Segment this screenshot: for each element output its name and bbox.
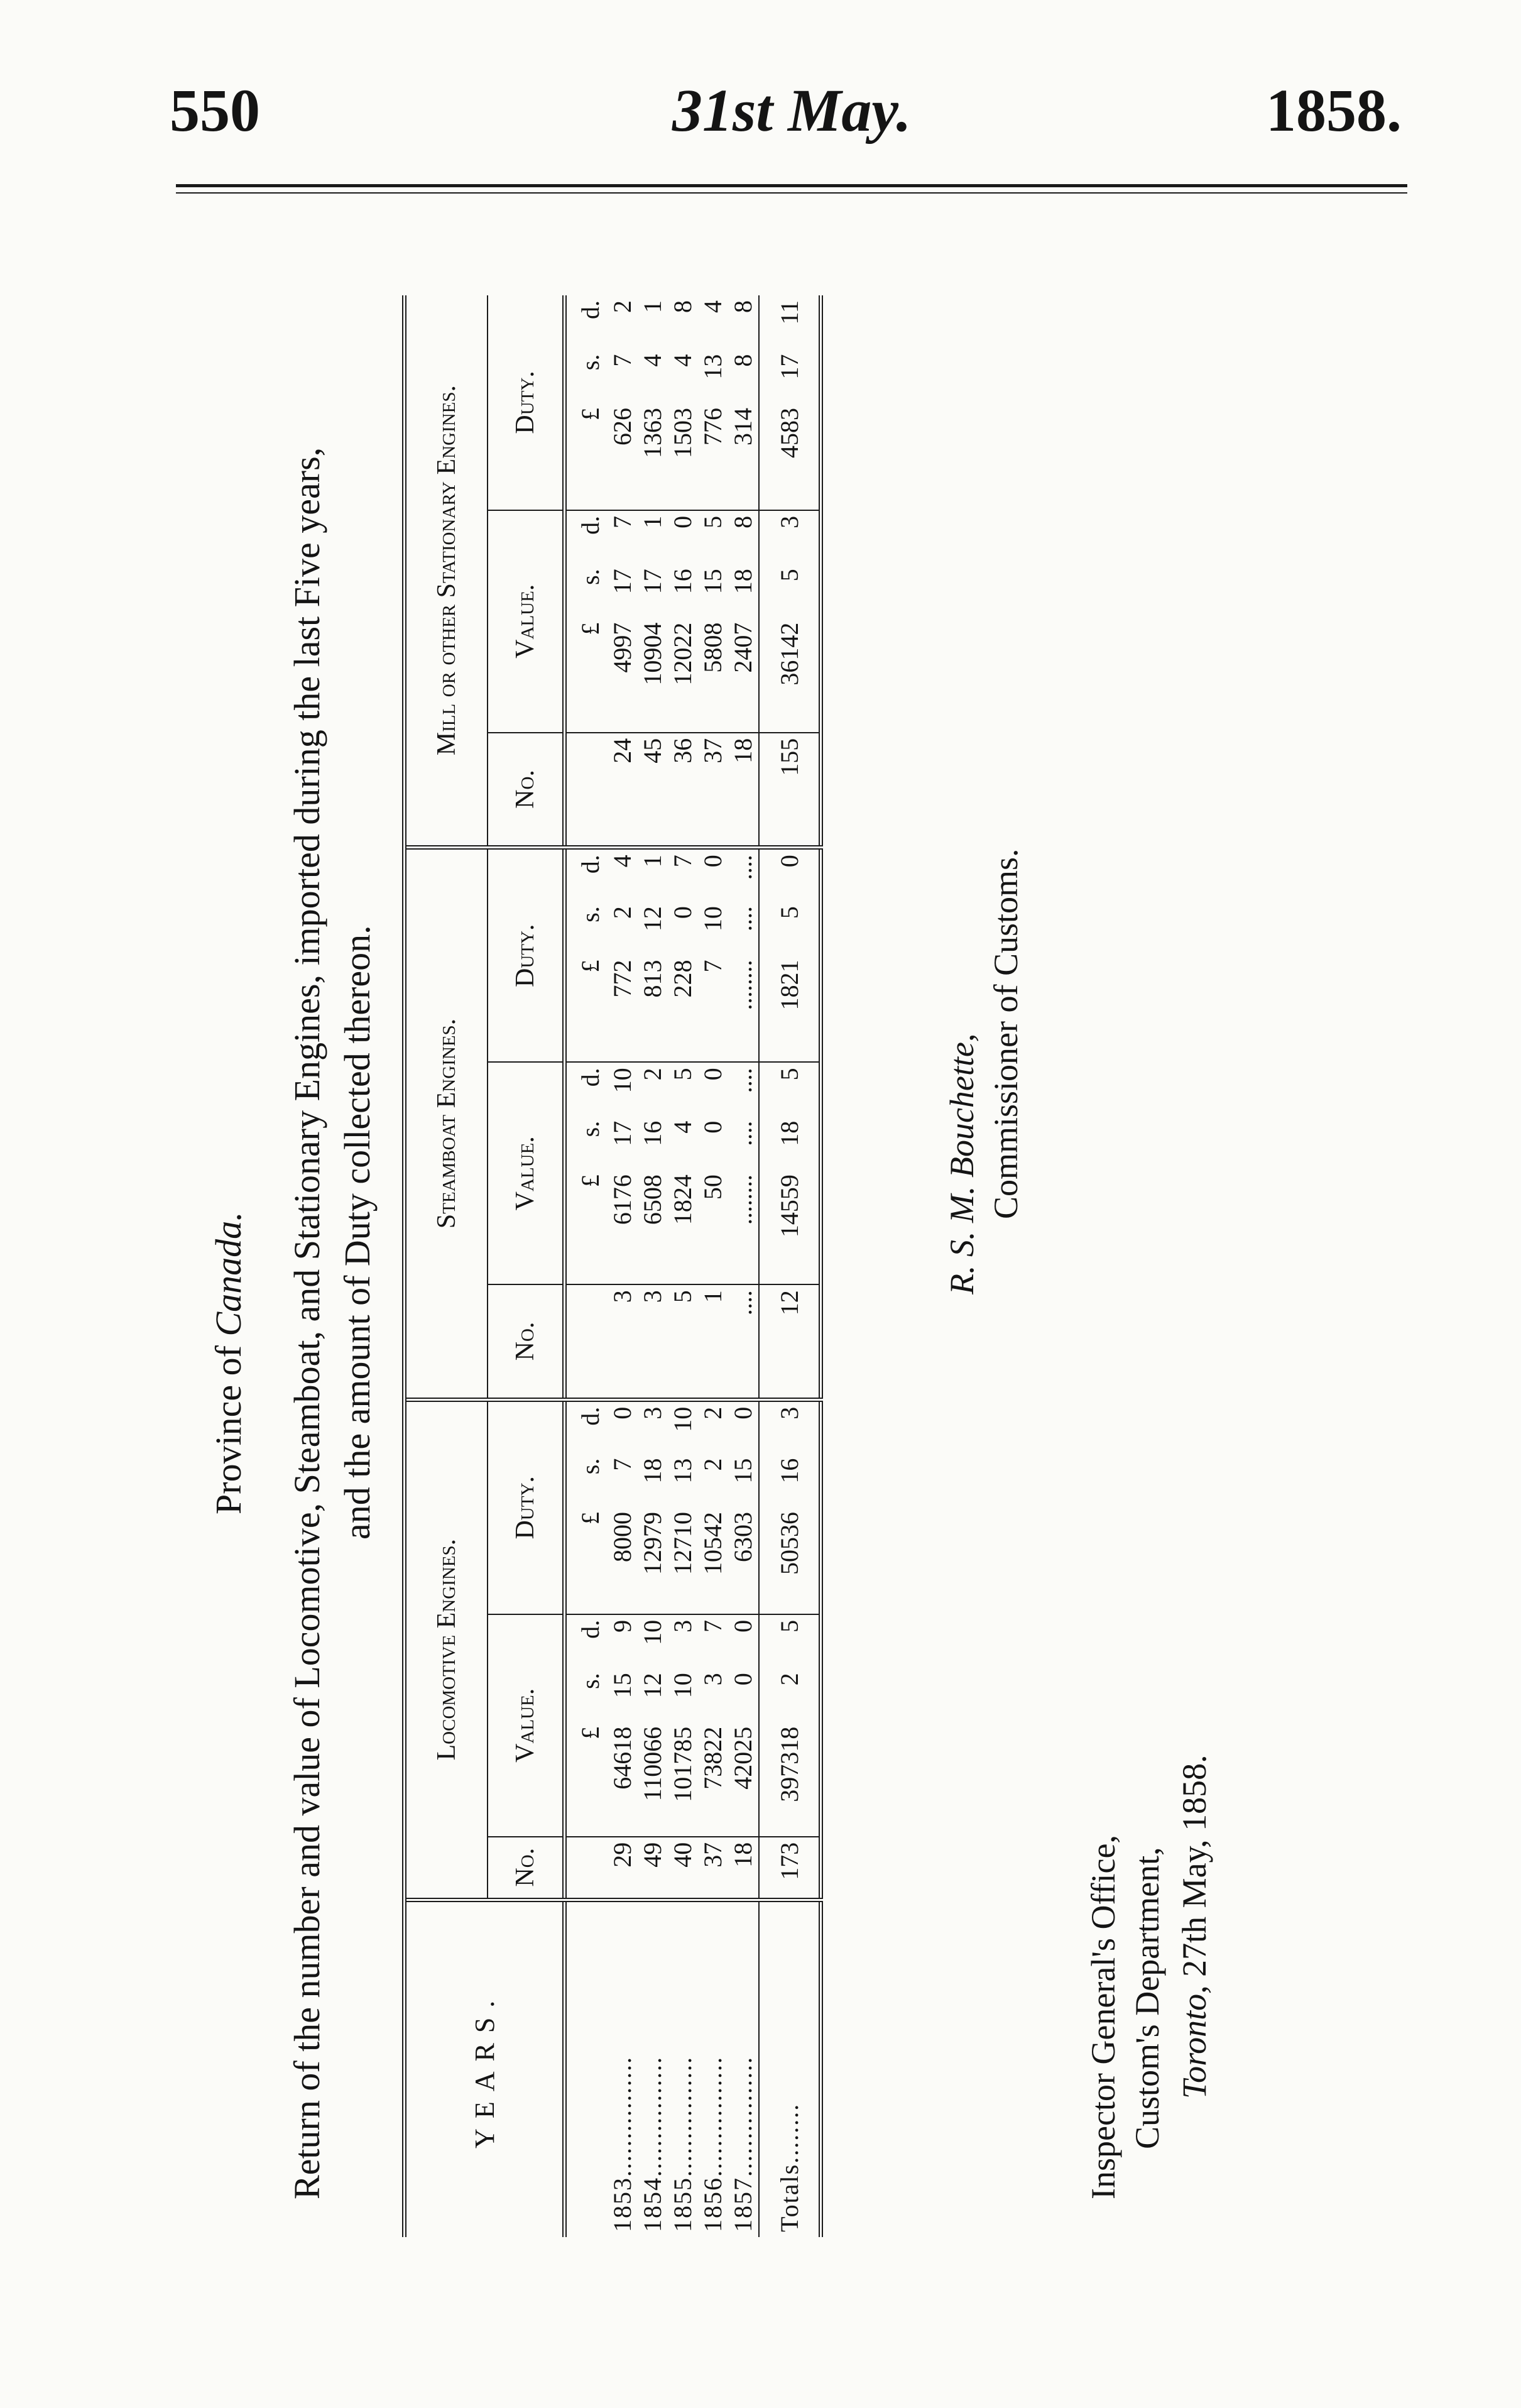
mill-duty-pence-cell: 8 xyxy=(729,300,757,313)
mill-pence-cell: 8 xyxy=(729,515,757,528)
office-line-2: Custom's Department, xyxy=(1128,1847,1166,2149)
mill-pounds-cell: 4997 xyxy=(608,618,638,733)
mill-duty-header: Duty. xyxy=(488,295,565,510)
steamboat-header: Steamboat Engines. xyxy=(405,848,488,1400)
loco-pounds-cell: 42025 xyxy=(728,1722,759,1837)
steam-duty-shillings-cell: 2 xyxy=(608,906,636,919)
steam-duty-pence-cell: .... xyxy=(729,855,757,880)
steam-no-cell: 1 xyxy=(698,1284,728,1399)
loco-shillings-cell: 10 xyxy=(668,1673,697,1699)
unit-shillings: s. xyxy=(576,1673,604,1689)
loco-value-header: Value. xyxy=(488,1614,565,1837)
unit-pence: d. xyxy=(576,300,604,319)
steam-duty-header: Duty. xyxy=(488,848,565,1063)
steam-duty-pence-cell: 1 xyxy=(638,855,667,868)
table-row xyxy=(668,295,698,2237)
loco-pence-cell: 10 xyxy=(638,1619,667,1645)
steam-pounds-cell: 50 xyxy=(698,1169,728,1284)
steam-pence-cell: .... xyxy=(729,1068,757,1093)
total-steam-shillings: 18 xyxy=(759,1116,821,1169)
mill-no-cell: 18 xyxy=(728,733,759,848)
mill-shillings-cell: 18 xyxy=(729,569,757,594)
office-date: 27th May, 1858. xyxy=(1175,1754,1213,1977)
mill-pence-cell: 5 xyxy=(699,515,727,528)
total-steam-duty-pounds: 1821 xyxy=(759,955,821,1063)
unit-shillings: s. xyxy=(576,906,604,922)
total-mill-duty-pounds: 4583 xyxy=(759,403,821,510)
row-year: 1853................ xyxy=(608,2056,636,2232)
loco-duty-shillings-cell: 18 xyxy=(638,1458,667,1484)
total-loco-duty-shillings: 16 xyxy=(759,1453,821,1507)
total-steam-pounds: 14559 xyxy=(759,1169,821,1284)
loco-duty-shillings-cell: 13 xyxy=(668,1458,697,1484)
loco-duty-header: Duty. xyxy=(488,1399,565,1614)
province-heading xyxy=(207,1212,249,1514)
total-loco-pounds: 397318 xyxy=(759,1722,821,1837)
steam-duty-pounds-cell: 7 xyxy=(698,955,728,1063)
page-date: 31st May. xyxy=(672,77,912,144)
total-mill-duty-pence: 11 xyxy=(759,295,821,349)
stationary-header: Mill or other Stationary Engines. xyxy=(405,295,488,848)
loco-shillings-cell: 0 xyxy=(729,1673,757,1686)
steam-no-cell: 3 xyxy=(638,1284,668,1399)
engines-table xyxy=(402,295,823,2237)
rotated-content xyxy=(113,214,1464,2250)
steam-pence-cell: 2 xyxy=(638,1068,667,1081)
unit-pounds: £ xyxy=(565,1169,608,1284)
loco-pounds-cell: 110066 xyxy=(638,1722,668,1837)
steam-duty-pence-cell: 0 xyxy=(699,855,727,868)
mill-no-cell: 36 xyxy=(668,733,698,848)
mill-duty-pounds-cell: 626 xyxy=(608,403,638,510)
loco-shillings-cell: 12 xyxy=(638,1673,667,1699)
steam-duty-pence-cell: 7 xyxy=(668,855,697,868)
total-mill-pounds: 36142 xyxy=(759,618,821,733)
steam-duty-pounds-cell: 228 xyxy=(668,955,698,1063)
loco-duty-pounds-cell: 6303 xyxy=(728,1507,759,1614)
loco-shillings-cell: 15 xyxy=(608,1673,636,1699)
loco-pounds-cell: 64618 xyxy=(608,1722,638,1837)
mill-no-cell: 24 xyxy=(608,733,638,848)
mill-no-cell: 37 xyxy=(698,733,728,848)
table-row xyxy=(638,295,668,2237)
total-steam-pence: 5 xyxy=(759,1062,821,1115)
steam-pounds-cell: 6508 xyxy=(638,1169,668,1284)
steam-duty-shillings-cell: .... xyxy=(729,906,757,932)
steam-shillings-cell: 16 xyxy=(638,1120,667,1146)
unit-pounds: £ xyxy=(565,955,608,1063)
province-name: Canada. xyxy=(208,1212,249,1337)
mill-duty-shillings-cell: 8 xyxy=(729,354,757,367)
page-number: 550 xyxy=(170,77,260,144)
row-year: 1856................ xyxy=(699,2056,727,2232)
office-line-3 xyxy=(1175,1754,1214,2099)
loco-duty-pence-cell: 3 xyxy=(638,1406,667,1420)
unit-shillings: s. xyxy=(576,1120,604,1137)
unit-pence: d. xyxy=(576,855,604,874)
steam-pence-cell: 5 xyxy=(668,1068,697,1081)
table-row xyxy=(698,295,728,2237)
total-steam-duty-pence: 0 xyxy=(759,848,821,901)
row-year: 1854................ xyxy=(638,2056,667,2232)
table-body xyxy=(608,295,759,2237)
total-loco-no: 173 xyxy=(759,1837,821,1900)
loco-duty-shillings-cell: 7 xyxy=(608,1458,636,1471)
mill-duty-pounds-cell: 314 xyxy=(728,403,759,510)
mill-no-cell: 45 xyxy=(638,733,668,848)
loco-pounds-cell: 73822 xyxy=(698,1722,728,1837)
office-place: Toronto, xyxy=(1175,1985,1213,2099)
mill-duty-shillings-cell: 4 xyxy=(668,354,697,367)
loco-no-header: No. xyxy=(488,1837,565,1900)
mill-duty-pounds-cell: 1363 xyxy=(638,403,668,510)
loco-duty-pounds-cell: 8000 xyxy=(608,1507,638,1614)
steam-duty-shillings-cell: 10 xyxy=(699,906,727,932)
loco-pence-cell: 7 xyxy=(699,1619,727,1633)
unit-pounds: £ xyxy=(565,1722,608,1837)
mill-duty-shillings-cell: 4 xyxy=(638,354,667,367)
steam-duty-shillings-cell: 12 xyxy=(638,906,667,932)
unit-pence: d. xyxy=(576,1406,604,1426)
row-year: 1855................ xyxy=(668,2056,697,2232)
steam-pounds-cell: ........ xyxy=(728,1169,759,1284)
total-loco-duty-pounds: 50536 xyxy=(759,1507,821,1614)
unit-shillings: s. xyxy=(576,354,604,371)
mill-pounds-cell: 2407 xyxy=(728,618,759,733)
steam-pence-cell: 10 xyxy=(608,1068,636,1093)
mill-duty-pounds-cell: 1503 xyxy=(668,403,698,510)
total-mill-no: 155 xyxy=(759,733,821,848)
title-line-1: Return of the number and value of Locomotive, Steamboat, and Stationary Engines, imported during the last Five years, xyxy=(286,447,327,2199)
unit-pence: d. xyxy=(576,1068,604,1087)
mill-pounds-cell: 12022 xyxy=(668,618,698,733)
loco-duty-pence-cell: 0 xyxy=(608,1406,636,1420)
mill-shillings-cell: 16 xyxy=(668,569,697,594)
loco-duty-pounds-cell: 12710 xyxy=(668,1507,698,1614)
locomotive-header: Locomotive Engines. xyxy=(405,1399,488,1900)
mill-duty-pence-cell: 2 xyxy=(608,300,636,313)
mill-duty-shillings-cell: 7 xyxy=(608,354,636,367)
loco-no-cell: 40 xyxy=(668,1837,698,1900)
loco-pounds-cell: 101785 xyxy=(668,1722,698,1837)
office-line-1: Inspector General's Office, xyxy=(1084,1835,1122,2199)
mill-duty-pence-cell: 4 xyxy=(699,300,727,313)
unit-pence: d. xyxy=(576,1619,604,1639)
loco-duty-pence-cell: 10 xyxy=(668,1406,697,1432)
signature-name: R. S. M. Bouchette, xyxy=(943,1033,981,1294)
total-steam-no: 12 xyxy=(759,1284,821,1399)
mill-duty-pence-cell: 1 xyxy=(638,300,667,313)
mill-pence-cell: 7 xyxy=(608,515,636,528)
mill-shillings-cell: 17 xyxy=(638,569,667,594)
table-row xyxy=(608,295,638,2237)
steam-no-cell: 5 xyxy=(668,1284,698,1399)
total-mill-duty-shillings: 17 xyxy=(759,349,821,403)
total-loco-shillings: 2 xyxy=(759,1668,821,1721)
header-rule xyxy=(176,184,1407,187)
loco-pence-cell: 0 xyxy=(729,1619,757,1633)
loco-duty-shillings-cell: 15 xyxy=(729,1458,757,1484)
total-mill-pence: 3 xyxy=(759,510,821,564)
unit-pounds: £ xyxy=(565,618,608,733)
steam-pounds-cell: 1824 xyxy=(668,1169,698,1284)
mill-shillings-cell: 15 xyxy=(699,569,727,594)
unit-pounds: £ xyxy=(565,1507,608,1614)
mill-pounds-cell: 5808 xyxy=(698,618,728,733)
unit-pounds: £ xyxy=(565,403,608,510)
steam-no-cell: 3 xyxy=(608,1284,638,1399)
mill-shillings-cell: 17 xyxy=(608,569,636,594)
table-row xyxy=(728,295,759,2237)
total-mill-shillings: 5 xyxy=(759,564,821,617)
title-line-2: and the amount of Duty collected thereon. xyxy=(337,925,378,1540)
province-prefix: Province of xyxy=(208,1345,249,1514)
mill-pence-cell: 0 xyxy=(668,515,697,528)
steam-no-header: No. xyxy=(488,1284,565,1399)
mill-duty-pence-cell: 8 xyxy=(668,300,697,313)
steam-duty-shillings-cell: 0 xyxy=(668,906,697,919)
loco-duty-pounds-cell: 10542 xyxy=(698,1507,728,1614)
steam-shillings-cell: 0 xyxy=(699,1120,727,1134)
loco-no-cell: 29 xyxy=(608,1837,638,1900)
steam-shillings-cell: 4 xyxy=(668,1120,697,1134)
loco-no-cell: 18 xyxy=(728,1837,759,1900)
steam-value-header: Value. xyxy=(488,1062,565,1284)
loco-pence-cell: 9 xyxy=(608,1619,636,1633)
loco-duty-pence-cell: 0 xyxy=(729,1406,757,1420)
mill-pence-cell: 1 xyxy=(638,515,667,528)
row-year: 1857................ xyxy=(729,2056,757,2232)
steam-duty-pence-cell: 4 xyxy=(608,855,636,868)
page-year: 1858. xyxy=(1266,77,1402,144)
loco-no-cell: 49 xyxy=(638,1837,668,1900)
loco-pence-cell: 3 xyxy=(668,1619,697,1633)
unit-shillings: s. xyxy=(576,569,604,585)
header-rule-thin xyxy=(176,192,1407,194)
totals-label: Totals........ xyxy=(759,1976,821,2237)
loco-no-cell: 37 xyxy=(698,1837,728,1900)
totals-row xyxy=(759,295,821,2237)
total-loco-duty-pence: 3 xyxy=(759,1399,821,1453)
mill-pounds-cell: 10904 xyxy=(638,618,668,733)
years-header: YEARS. xyxy=(405,1900,565,2237)
steam-no-cell: .... xyxy=(728,1284,759,1399)
mill-duty-pounds-cell: 776 xyxy=(698,403,728,510)
signature-title: Commissioner of Customs. xyxy=(987,848,1025,1219)
total-loco-pence: 5 xyxy=(759,1614,821,1668)
total-steam-duty-shillings: 5 xyxy=(759,901,821,955)
steam-shillings-cell: .... xyxy=(729,1120,757,1146)
steam-duty-pounds-cell: ........ xyxy=(728,955,759,1063)
loco-duty-pence-cell: 2 xyxy=(699,1406,727,1420)
unit-pence: d. xyxy=(576,515,604,535)
steam-duty-pounds-cell: 813 xyxy=(638,955,668,1063)
mill-value-header: Value. xyxy=(488,510,565,733)
loco-shillings-cell: 3 xyxy=(699,1673,727,1686)
steam-shillings-cell: 17 xyxy=(608,1120,636,1146)
loco-duty-pounds-cell: 12979 xyxy=(638,1507,668,1614)
steam-duty-pounds-cell: 772 xyxy=(608,955,638,1063)
mill-duty-shillings-cell: 13 xyxy=(699,354,727,380)
steam-pence-cell: 0 xyxy=(699,1068,727,1081)
unit-shillings: s. xyxy=(576,1458,604,1475)
steam-pounds-cell: 6176 xyxy=(608,1169,638,1284)
loco-duty-shillings-cell: 2 xyxy=(699,1458,727,1471)
mill-no-header: No. xyxy=(488,733,565,848)
